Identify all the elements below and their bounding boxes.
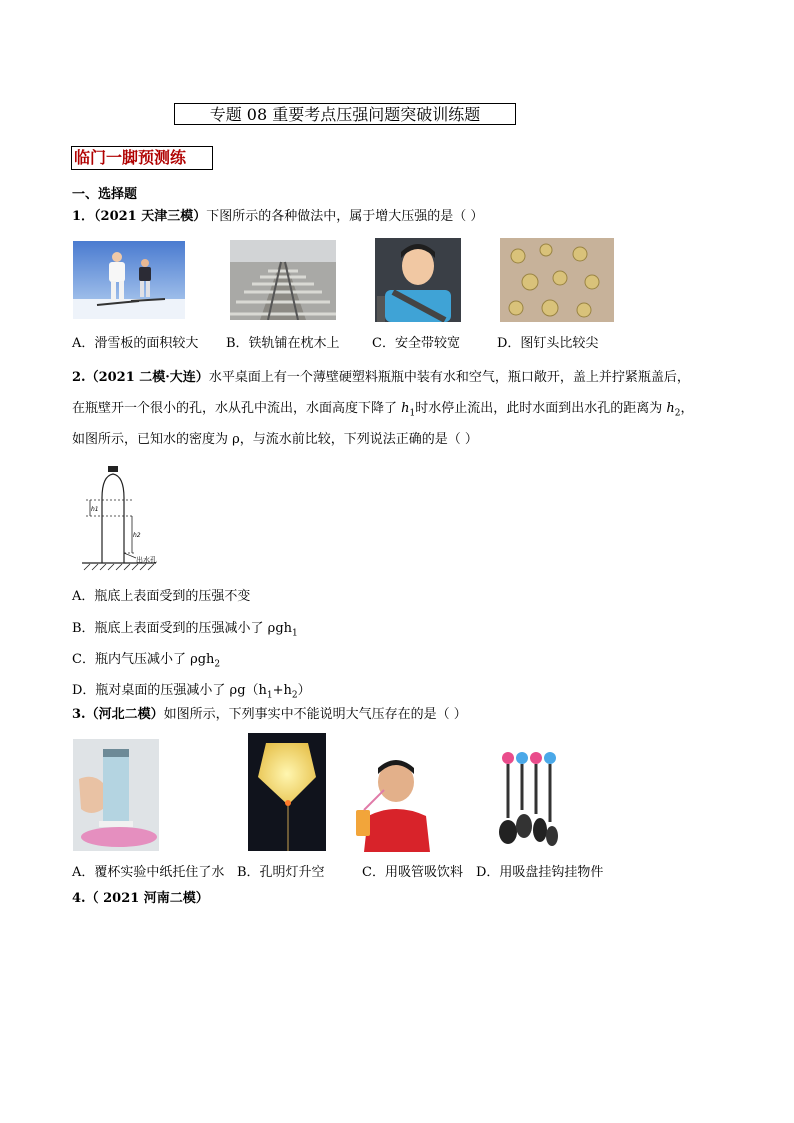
q2-diagram-hole-label: 出水孔 [136, 556, 157, 564]
q2-h1-sub: 1 [409, 408, 416, 419]
q2-option-d-text-a: D．瓶对桌面的压强减小了 ρg（h [72, 683, 267, 698]
q2-num: 2. [72, 370, 86, 385]
q4-source: （ 2021 河南二模） [85, 891, 209, 906]
q2-option-d-text-c: ） [297, 683, 311, 698]
q1-image-seatbelt [375, 238, 461, 322]
question-2-line2: 在瓶壁开一个很小的孔，水从孔中流出，水面高度下降了 $h_1$时水停止流出，此时水面到出水孔的距离为 $h_2$， [72, 401, 694, 419]
q2-option-d-sub1: 1 [266, 690, 273, 701]
q3-option-d[interactable]: D．用吸盘挂钩挂物件 [476, 865, 604, 880]
q3-image-lantern [248, 733, 326, 851]
q3-option-c[interactable]: C．用吸管吸饮料 [362, 865, 463, 880]
q3-source: （河北二模） [85, 707, 164, 722]
section-heading: 临门一脚预测练 [71, 146, 213, 170]
q2-option-b-text: B．瓶底上表面受到的压强减小了 ρgh [72, 621, 293, 636]
q1-text: 下图所示的各种做法中，属于增大压强的是（ ） [206, 209, 484, 224]
q2-text-line2a: 在瓶壁开一个很小的孔，水从孔中流出，水面高度下降了 [72, 401, 402, 416]
q2-source: （2021 二模·大连） [85, 370, 209, 385]
q3-num: 3. [72, 707, 86, 722]
question-2-line3: 如图所示，已知水的密度为 ρ，与流水前比较，下列说法正确的是（ ） [72, 432, 478, 447]
q2-bottle-diagram [72, 466, 172, 576]
part-heading: 一、选择题 [72, 187, 138, 202]
q2-option-b-sub: 1 [292, 628, 298, 639]
q2-option-d-text-b: +h [272, 683, 292, 698]
q2-diagram-h2-label: h2 [133, 532, 141, 539]
q2-option-c-text: C．瓶内气压减小了 ρgh [72, 652, 215, 667]
q2-option-c[interactable] [72, 651, 220, 674]
question-2-line1 [72, 369, 690, 387]
q2-option-b[interactable] [72, 620, 298, 643]
q1-option-d[interactable]: D．图钉头比较尖 [497, 336, 599, 351]
q2-h2-symbol: h [666, 401, 675, 416]
q2-h1-symbol: h [401, 401, 410, 416]
q1-image-rail [230, 240, 336, 320]
q2-h2-sub: 2 [674, 408, 681, 419]
q3-text: 如图所示，下列事实中不能说明大气压存在的是（ ） [163, 707, 467, 722]
q4-num: 4. [72, 891, 86, 906]
page-title: 专题 08 重要考点压强问题突破训练题 [174, 103, 516, 125]
question-3 [72, 706, 467, 724]
q3-image-cup [73, 739, 159, 851]
q1-image-thumbtacks [500, 238, 614, 322]
q2-option-d-sub2: 2 [291, 690, 298, 701]
question-4 [72, 890, 209, 908]
q1-source: （2021 天津三模） [94, 209, 207, 224]
q2-text-line1: 水平桌面上有一个薄壁硬塑料瓶瓶中装有水和空气，瓶口敞开，盖上并拧紧瓶盖后， [208, 370, 690, 385]
q3-option-a[interactable]: A．覆杯实验中纸托住了水 [72, 865, 225, 880]
question-1 [72, 208, 483, 226]
q3-image-straw [350, 752, 434, 852]
q2-text-line2b: 时水停止流出，此时水面到出水孔的距离为 [415, 401, 667, 416]
q1-option-b[interactable]: B．铁轨铺在枕木上 [226, 336, 340, 351]
q2-option-a[interactable]: A．瓶底上表面受到的压强不变 [72, 589, 251, 604]
q2-diagram-h1-label: h1 [91, 506, 99, 513]
q3-option-b[interactable]: B．孔明灯升空 [237, 865, 325, 880]
q1-option-a[interactable]: A．滑雪板的面积较大 [72, 336, 199, 351]
q1-num: 1． [72, 209, 95, 224]
q1-image-ski [73, 241, 185, 319]
q2-option-d[interactable] [72, 682, 311, 705]
q1-option-c[interactable]: C．安全带较宽 [372, 336, 460, 351]
q3-image-suction-hooks [494, 748, 560, 850]
q2-option-c-sub: 2 [214, 659, 221, 670]
